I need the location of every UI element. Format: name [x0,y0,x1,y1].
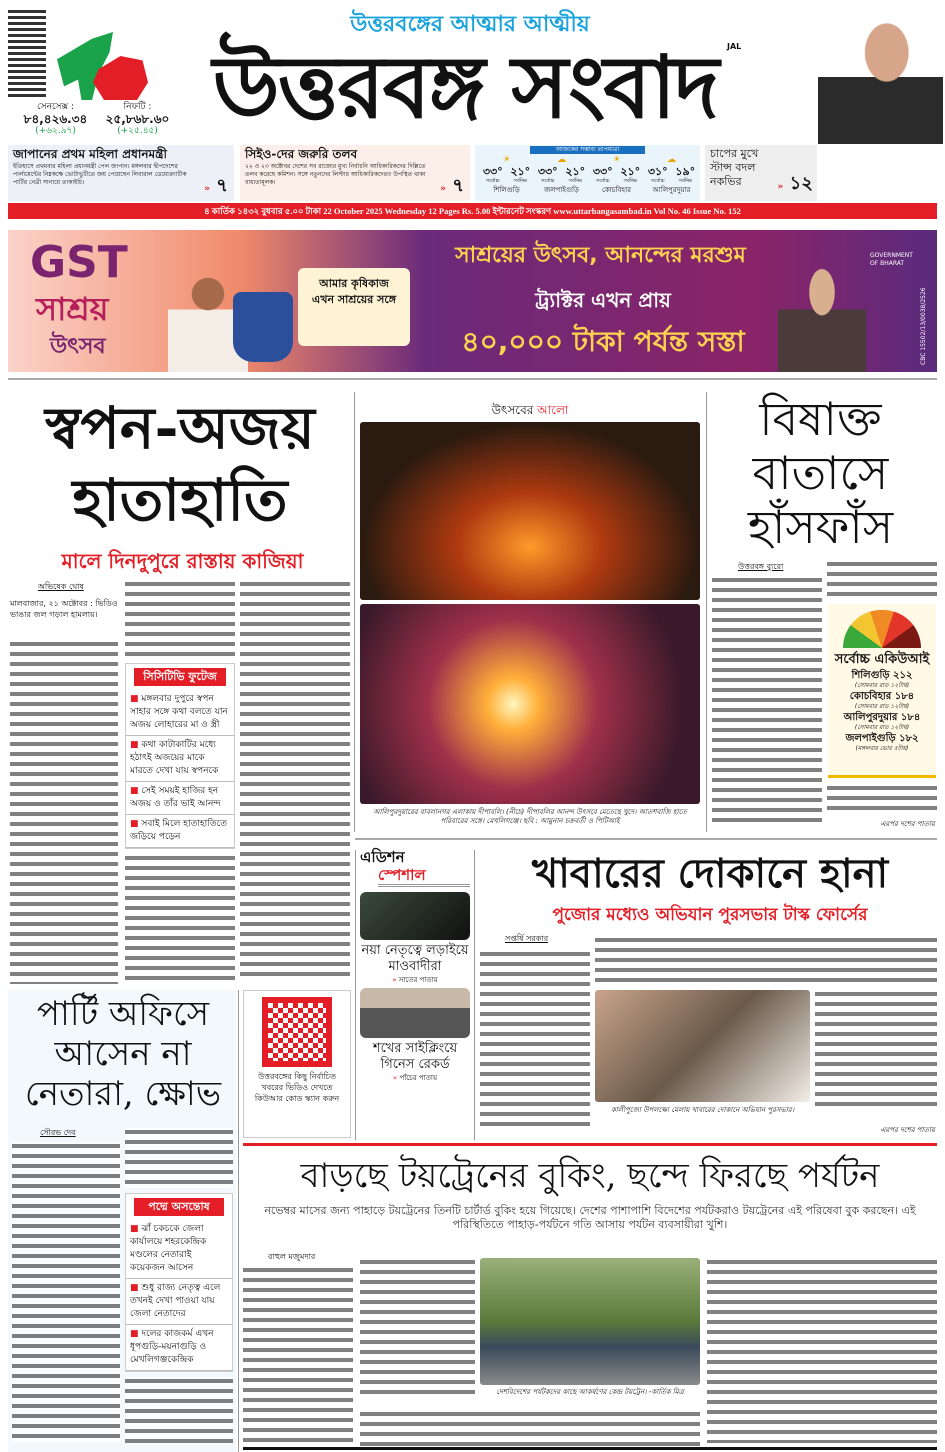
gst-advertisement[interactable]: GST সাশ্রয় উৎসব আমার কৃষিকাজ এখন সাশ্রয়ের সঙ্গে সাশ্রয়ের উৎসব, আনন্দের মরশুম ট্র্যাক্টর এখন প্রায় ৪০,০০০ টাকা পর্যন্ত সস্তা GOVERNMENT OF BHARAT CBC 15502/13/0038/2526 [8,230,937,372]
festival-label: উৎসবের আলো [491,403,569,417]
lead-headline[interactable]: স্বপন-অজয় হাতাহাতি [45,394,315,534]
weather-city: ☀ ৩৩° ২১° সর্বোচ্চ সর্বনিম্ন শিলিগুড়ি [479,155,534,195]
weather-box: আজকের সম্ভাব্য তাপমাত্রা ☀ ৩৩° ২১° সর্বোচ্চ সর্বনিম্ন শিলিগুড়ি ☁ ৩৩° ২১° সর্বোচ্চ সর্বনিম্ন জলপাইগুড়ি ☀ ৩৩° ২১° সর্বোচ্চ সর্বনিম্ন কোচবিহার ☁ ৩১° ১৯° সর্বোচ্চ সর্বনিম্ন আলিপুরদুয়ার [475,145,700,201]
story-maoists[interactable]: নয়া নেতৃত্বে লড়াইয়ে মাওবাদীরা [361,943,469,974]
food-subhead: পুজোর মধ্যেও অভিযান পুরসভার টাস্ক ফোর্সের [552,905,868,925]
bullet-point: ■ দলের কাজকর্ম এখন ধূপগুড়ি-ময়নাগুড়ি ও মেখলিগঞ্জকেন্দ্রিক [126,1325,232,1371]
bullet-point: ■ কথা কাটাকাটির মধ্যে হঠাৎই অজয়ের মাকে মারতে দেখা যায় স্বপনকে [126,736,234,782]
food-headline[interactable]: খাবারের দোকানে হানা [531,850,889,897]
air-byline: উত্তরবঙ্গ ব্যুরো [738,562,784,571]
qr-box: উত্তরবঙ্গের কিছু নির্বাচিত খবরের ভিডিও দেখতে কিউআর কোড স্ক্যান করুন [243,990,351,1138]
lead-subhead: মালে দিনদুপুরে রাস্তায় কাজিয়া [61,549,304,573]
cctv-box: সিসিটিভি ফুটেজ ■ মঙ্গলবার দুপুরে স্বপন সাহার সঙ্গে কথা বলতে যান অজয় লোহারের মা ও স্ত্রী ■ কথা কাটাকাটির মধ্যে হঠাৎই অজয়ের মাকে মারতে দেখা যায় স্বপনকে ■ সেই সময়ই হাজির হন অজয় ও তাঁর ভাই আনন্দ ■ সবাই মিলে হাতাহাতিতে জড়িয়ে পড়েন [125,663,235,849]
qr-code[interactable] [262,997,332,1067]
market-logo [8,10,158,100]
weather-icon: ☀ [502,155,511,165]
teaser-naqvi[interactable]: চাপের মুখে স্টান্স বদল নকভির » ১২ [705,145,817,201]
toytrain-photo [480,1258,700,1385]
weather-icon: ☁ [557,155,566,165]
dateline-bar: ৪ কার্তিক ১৪৩২ বুধবার ৫.০০ টাকা 22 October 2025 Wednesday 12 Pages Rs. 5.00 ইন্টারনেট সংস্করণ www.uttarbangasambad.in Vol No. 46 Issue No. 152 [8,203,937,219]
bullet-point: ■ মঙ্গলবার দুপুরে স্বপন সাহার সঙ্গে কথা বলতে যান অজয় লোহারের মা ও স্ত্রী [126,690,234,736]
food-raid-photo [595,990,810,1102]
lead-body-col1 [10,640,118,984]
jal-mark: JAL [727,42,742,51]
party-box: পদ্মে অসন্তোষ ■ ঝাঁ চকচকে জেলা কার্যালয়ে শহরকেন্দ্রিক মণ্ডলের নেতারাই কয়েকজন আসেন ■ শুধু রাজ্য নেতৃত্ব এলে তখনই দেখা পাওয়া যায় জেলা নেতাদের ■ দলের কাজকর্ম এখন ধূপগুড়ি-ময়নাগুড়ি ও মেখলিগঞ্জকেন্দ্রিক [125,1193,233,1372]
festival-caption: আলিপুরদুয়ারের বাবলানগর এলাকায় দীপাবলি। (নীচে) দীপাবলির আনন্দ উৎসবে মেতেছে খুদে। আতশবাজি হাতে পরিবারের সঙ্গে। মেখলিগঞ্জে। ছবি : আমুনান চক্রবর্তী ও পিটিআই [373,808,687,825]
aqi-gauge-icon [843,610,921,648]
maoist-photo [360,892,470,940]
toytrain-deck: নভেম্বর মাসের জন্য পাহাড়ে টয়ট্রেনের তিনটি চার্টার্ড বুকিং হয়ে গিয়েছে। দেশের পাশাপাশি বিদেশের পর্যটকরাও টয়ট্রেনের এই পরিষেবা বুক করছেন। এই পরিস্থিতিতে পাহাড়-পর্যটনে গতি আসায় পর্যটন ব্যবসায়ীরা খুশি। [264,1204,916,1231]
weather-icon: ☀ [612,155,621,165]
lead-byline: অভিষেক ঘোষ [38,582,84,591]
pm-photo [778,258,866,372]
edition-special: এডিশন স্পেশাল নয়া নেতৃত্বে লড়াইয়ে মাওবাদীরা » সাতের পাতায় শখের সাইক্লিংয়ে গিনেস রেকর্ড » পাঁচের পাতায় [360,848,469,1082]
newspaper-title: উত্তরবঙ্গ সংবাদ [212,37,718,138]
lead-body-col3 [240,580,350,982]
aqi-reading: আলিপুরদুয়ার ১৮৪ (সোমবার রাত ১২টায়) [843,712,921,731]
teaser-ceo[interactable]: সিইও-দের জরুরি তলব ২২ ও ২৩ অক্টোবর দেশের সব রাজ্যের মুখ্য নির্বাচনি আধিকারিকদের দিল্লিতে তলব করেছে কমিশন। সঙ্গে নতুনদের লিস্টার আধিকারিকদেরও উপস্থিত থাকা বাধ্যতামূলক। » ৭ [240,145,470,201]
weather-icon: ☁ [667,155,676,165]
nifty: নিফটি : ২৫,৮৬৮.৬০ (+২৫.৪৫) [105,102,170,136]
columnist-photo [818,22,943,144]
story-cycling[interactable]: শখের সাইক্লিংয়ে গিনেস রেকর্ড [372,1041,458,1072]
party-headline[interactable]: পার্টি অফিসে আসেন না নেতারা, ক্ষোভ [24,994,222,1114]
tractor-image [233,292,293,362]
teaser-japan[interactable]: জাপানের প্রথম মহিলা প্রধানমন্ত্রী ইতিহাসে প্রথমবার মহিলা প্রধানমন্ত্রী পেল জাপান। মঙ্গলবার দ্বীপদেশের পার্লামেন্টের নিম্নকক্ষে ভোটাভুটিতে জয় পেয়েছেন লিবারাল ডেমোক্র্যাটিক পার্টির নেত্রী সানায়ে তাকাইচি। » ৭ [8,145,234,201]
bullet-point: ■ সেই সময়ই হাজির হন অজয় ও তাঁর ভাই আনন্দ [126,782,234,815]
weather-city: ☁ ৩৩° ২১° সর্বোচ্চ সর্বনিম্ন জলপাইগুড়ি [534,155,589,195]
lead-intro: মালবাজার, ২১ অক্টোবর : ভিডিও ভাঙার জল গড়াল হামলায়। [10,599,118,619]
lead-body-col2 [125,580,235,658]
festival-photo-sparkler [360,604,700,804]
festival-photo-diyas [360,422,700,600]
weather-city: ☀ ৩৩° ২১° সর্বোচ্চ সর্বনিম্ন কোচবিহার [589,155,644,195]
bullet-point: ■ সবাই মিলে হাতাহাতিতে জড়িয়ে পড়েন [126,815,234,848]
bullet-point: ■ ঝাঁ চকচকে জেলা কার্যালয়ে শহরকেন্দ্রিক মণ্ডলের নেতারাই কয়েকজন আসেন [126,1220,232,1279]
air-headline[interactable]: বিষাক্ত বাতাসে হাঁসফাঁস [747,392,894,554]
tagline: উত্তরবঙ্গের আত্মার আত্মীয় [350,12,590,37]
sensex: সেনসেক্স : ৮৪,৪২৬.৩৪ (+৬২.৯৭) [23,102,88,136]
toytrain-headline[interactable]: বাড়ছে টয়ট্রেনের বুকিং, ছন্দে ফিরছে পর্যটন [300,1156,880,1196]
weather-city: ☁ ৩১° ১৯° সর্বোচ্চ সর্বনিম্ন আলিপুরদুয়ার [644,155,699,195]
aqi-reading: শিলিগুড়ি ২১২ (সোমবার রাত ১২টায়) [851,670,913,689]
cyclist-photo [360,988,470,1038]
aqi-reading: কোচবিহার ১৮৪ (সোমবার রাত ১২টায়) [849,691,915,710]
bullet-point: ■ শুধু রাজ্য নেতৃত্ব এলে তখনই দেখা পাওয়া যায় জেলা নেতাদের [126,1279,232,1325]
aqi-box: সর্বোচ্চ একিউআই শিলিগুড়ি ২১২ (সোমবার রাত ১২টায়) কোচবিহার ১৮৪ (সোমবার রাত ১২টায়) আলিপুরদুয়ার ১৮৪ (সোমবার রাত ১২টায়) জলপাইগুড়ি ১৮২ (মঙ্গলবার ভোর ৫টায়) [828,604,936,778]
aqi-reading: জলপাইগুড়ি ১৮২ (মঙ্গলবার ভোর ৫টায়) [845,733,919,752]
